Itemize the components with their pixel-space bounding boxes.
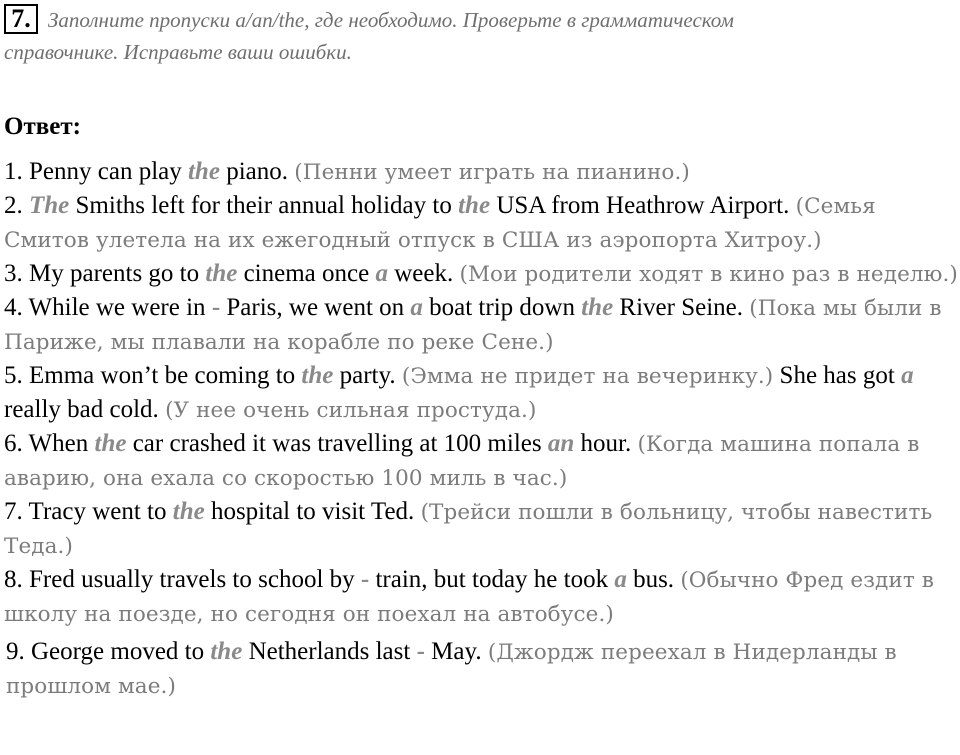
- sentence-text: 5. Emma won’t be coming to: [4, 362, 302, 389]
- answer-heading: Ответ:: [4, 113, 81, 140]
- task-instruction-line2: справочнике. Исправьте ваши ошибки.: [4, 40, 352, 64]
- zero-article-dash: -: [211, 294, 221, 321]
- zero-article-dash: -: [416, 638, 425, 665]
- zero-article-dash: -: [360, 566, 370, 593]
- article-answer: a: [410, 294, 423, 321]
- sentence-text: She has got: [773, 362, 902, 389]
- article-answer: the: [172, 498, 205, 525]
- article-answer: the: [94, 430, 127, 457]
- translation: (Пенни умеет играть на пианино.): [294, 160, 690, 185]
- sentence-text: party.: [333, 362, 402, 389]
- sentence-text: Smiths left for their annual holiday to: [69, 192, 459, 219]
- sentence-text: boat trip down: [422, 294, 582, 321]
- task-instruction-line1: Заполните пропуски a/an/the, где необходимо. Проверьте в грамматическом: [48, 8, 734, 32]
- answer-item-7: [4, 495, 959, 563]
- answer-item-3: [4, 257, 959, 291]
- sentence-text: Netherlands last: [242, 638, 417, 665]
- translation: (Семья Смитов улетела на их ежегодный отпуск в США из аэропорта Хитроу.): [4, 194, 876, 253]
- task-number: 7.: [4, 4, 38, 34]
- answer-item-1: [4, 155, 959, 189]
- article-answer: the: [581, 294, 614, 321]
- sentence-text: train, but today he took: [369, 566, 615, 593]
- answer-item-8: [4, 563, 959, 631]
- article-answer: a: [375, 260, 388, 287]
- translation: (Джордж переехал в Нидерланды в прошлом мае.): [6, 640, 897, 699]
- translation: (Обычно Фред ездит в школу на поезде, но сегодня он поехал на автобусе.): [4, 568, 934, 627]
- sentence-text: River Seine.: [613, 294, 750, 321]
- article-answer: The: [29, 192, 70, 219]
- sentence-text: piano.: [219, 158, 295, 185]
- article-answer: a: [614, 566, 627, 593]
- sentence-text: Paris, we went on: [220, 294, 411, 321]
- sentence-text: week.: [387, 260, 460, 287]
- article-answer: a: [901, 362, 914, 389]
- sentence-text: cinema once: [237, 260, 376, 287]
- sentence-text: hour.: [574, 430, 638, 457]
- answer-item-2: [4, 189, 959, 257]
- article-answer: the: [301, 362, 334, 389]
- translation: (Эмма не придет на вечеринку.): [401, 364, 774, 389]
- article-answer: the: [458, 192, 491, 219]
- article-answer: the: [205, 260, 238, 287]
- translation: (Пока мы были в Париже, мы плавали на корабле по реке Сене.): [4, 296, 942, 355]
- sentence-text: 8. Fred usually travels to school by: [4, 566, 361, 593]
- sentence-text: 1. Penny can play: [4, 158, 188, 185]
- article-answer: the: [187, 158, 220, 185]
- sentence-text: May.: [424, 638, 488, 665]
- sentence-text: bus.: [626, 566, 681, 593]
- sentence-text: really bad cold.: [4, 396, 166, 423]
- translation: (Когда машина попала в аварию, она ехала со скоростью 100 миль в час.): [4, 432, 920, 491]
- sentence-text: USA from Heathrow Airport.: [490, 192, 796, 219]
- answer-list: [4, 155, 959, 703]
- answer-item-4: [4, 291, 959, 359]
- answer-item-9: [4, 635, 959, 703]
- article-answer: an: [547, 430, 575, 457]
- translation: (Трейси пошли в больницу, чтобы навестить Теда.): [4, 500, 933, 559]
- sentence-text: 9. George moved to: [6, 638, 211, 665]
- article-answer: the: [210, 638, 243, 665]
- sentence-text: 7. Tracy went to: [4, 498, 173, 525]
- sentence-text: 4. While we were in: [4, 294, 212, 321]
- sentence-text: 6. When: [4, 430, 95, 457]
- sentence-text: 3. My parents go to: [4, 260, 206, 287]
- translation: (Мои родители ходят в кино раз в неделю.): [459, 262, 958, 287]
- answer-item-6: [4, 427, 959, 495]
- sentence-text: hospital to visit Ted.: [204, 498, 421, 525]
- sentence-text: car crashed it was travelling at 100 miles: [126, 430, 548, 457]
- sentence-text: 2.: [4, 192, 29, 219]
- translation: (У нее очень сильная простуда.): [165, 398, 537, 423]
- answer-item-5: [4, 359, 959, 427]
